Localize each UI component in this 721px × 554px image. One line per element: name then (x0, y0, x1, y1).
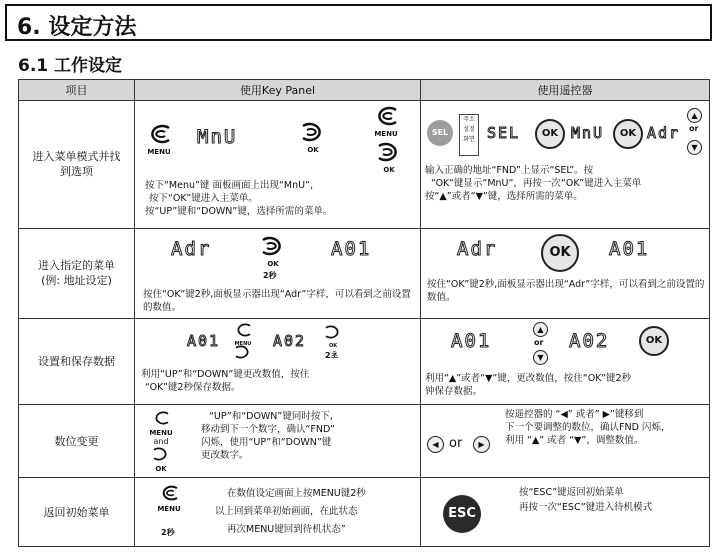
table-row (19, 228, 710, 318)
menu-key-icon (149, 410, 173, 473)
remote-text-line: 按遥控器的 “◀” 或者” ▶”键移到 (505, 409, 644, 421)
ok-key-label: OK (328, 343, 338, 350)
row-label (19, 319, 135, 405)
hold-hint: 2秒 (161, 528, 175, 538)
panel-cell (135, 319, 421, 405)
or-label: or (534, 338, 544, 348)
sel-button-icon: SEL (427, 120, 453, 146)
panel-display-a01: A01 (331, 237, 372, 260)
esc-button-icon: ESC (443, 495, 481, 533)
ok-key-label: OK (155, 465, 167, 474)
ok-key-icon-2 (375, 142, 403, 174)
remote-cell (421, 405, 710, 478)
menu-key-icon-2 (371, 106, 401, 138)
remote-text-line: 按“▲”或者“▼”键，选择所需的菜单。 (425, 191, 583, 203)
ok-key-label: OK (267, 259, 279, 268)
remote-instructions (519, 485, 707, 515)
or-label: or (449, 436, 463, 452)
menu-key-label: MENU (157, 505, 181, 514)
ok-button-icon: OK (639, 326, 669, 356)
card-text: 주소 (463, 116, 475, 124)
remote-text-line: 下一个要调整的数位，确认FND 闪烁， (505, 422, 671, 434)
section-title-box (5, 4, 712, 41)
ok-button-icon: OK (541, 234, 579, 272)
table-header-row (19, 80, 710, 101)
remote-cell (421, 478, 710, 547)
panel-text-line: 按下“OK”键进入主菜单。 (149, 193, 258, 205)
card-text: 설정 (463, 126, 475, 134)
panel-cell (135, 478, 421, 547)
subsection-title: 6.1 工作设定 (18, 56, 123, 76)
remote-display-a02: A02 (569, 330, 610, 353)
panel-text-line: “OK”键2秒保存数据。 (145, 382, 241, 394)
panel-text-line: 按“UP”键和“DOWN”键，选择所需的菜单。 (145, 206, 333, 218)
header-key-panel: 使用Key Panel (135, 80, 421, 101)
right-arrow-icon: ▶ (473, 436, 490, 453)
down-arrow-icon: ▼ (533, 350, 548, 365)
up-arrow-icon: ▲ (533, 322, 548, 337)
panel-instructions (145, 179, 415, 218)
header-remote: 使用遥控器 (421, 80, 710, 101)
hold-hint: 2秒 (263, 270, 277, 280)
remote-text-line: 利用“▲”或者“▼”键，更改数值，按住“OK”键2秒 (425, 373, 632, 385)
table-row (19, 478, 710, 547)
table-row (19, 100, 710, 228)
panel-text-line: 利用“UP”和“DOWN”键更改数值，按住 (141, 369, 310, 381)
menu-key-label: MENU (147, 148, 171, 157)
menu-key-label: MENU (234, 341, 252, 348)
panel-display-mnu: MnU (197, 126, 238, 149)
panel-cell (135, 228, 421, 318)
panel-text-line: 移动到下一个数字，确认“FND” (201, 424, 335, 436)
up-arrow-icon: ▲ (687, 108, 702, 123)
panel-display-a02: A02 (273, 332, 307, 351)
row-label (19, 478, 135, 547)
remote-text-line: 钟保存数据。 (425, 386, 483, 398)
panel-text-line: 更改数字。 (201, 450, 249, 462)
remote-display-adr: Adr (457, 237, 498, 260)
remote-text-line: 输入正确的地址“FND”上显示“SEL”。按 (425, 165, 594, 177)
card-text: 화면 (463, 136, 475, 144)
ok-button-icon: OK (535, 119, 565, 149)
remote-text-line: 再按一次“ESC”键进入待机模式 (519, 502, 653, 514)
ok-key-icon-2 (323, 324, 343, 349)
menu-key-icon (157, 485, 181, 513)
remote-display-adr: Adr (647, 124, 681, 143)
ok-key-label-2: OK (383, 166, 395, 175)
row-label-text: 进入指定的菜单 (例: 地址设定) (38, 259, 115, 288)
ok-button-icon-2: OK (613, 119, 643, 149)
left-arrow-icon: ◀ (427, 436, 444, 453)
row-label (19, 100, 135, 228)
remote-instructions (425, 372, 705, 398)
row-label-text: 数位变更 (54, 434, 99, 448)
and-label: and (153, 437, 169, 447)
panel-instructions (215, 485, 415, 539)
table-row (19, 319, 710, 405)
remote-cell (421, 319, 710, 405)
panel-text-line: 再次MENU键回到待机状态” (227, 524, 346, 536)
or-label: or (689, 124, 699, 134)
section-title: 6. 设定方法 (17, 15, 137, 40)
ok-key-label: OK (307, 146, 319, 155)
remote-display-a01: A01 (451, 330, 492, 353)
remote-cell (421, 228, 710, 318)
panel-display-adr: Adr (171, 237, 212, 260)
menu-key-label: MENU (149, 429, 173, 438)
panel-instructions (201, 410, 401, 462)
remote-cell (421, 100, 710, 228)
panel-instructions: 按住“OK”键2秒,面板显示器出现“Adr”字样，可以看到之前设置的数值。 (143, 288, 411, 313)
panel-instructions (141, 368, 415, 394)
remote-text-line: 利用 “▲” 或者 “▼”，调整数值。 (505, 435, 644, 447)
menu-key-label-2: MENU (374, 130, 398, 139)
panel-cell (135, 100, 421, 228)
remote-instructions (505, 408, 705, 447)
hold-hint: 2초 (325, 351, 339, 361)
row-label (19, 405, 135, 478)
panel-text-line: 以上回到菜单初始画面，在此状态 (215, 506, 358, 518)
table-row (19, 405, 710, 478)
remote-text-line: 按“ESC”键返回初始菜单 (519, 487, 624, 499)
remote-display-a01: A01 (609, 237, 650, 260)
remote-display-sel: SEL (487, 124, 521, 143)
row-label-text: 返回初始菜单 (43, 505, 110, 519)
ok-key-icon (299, 122, 327, 154)
ok-key-icon (259, 236, 287, 268)
panel-text-line: 在数值设定画面上按MENU键2秒 (227, 488, 366, 500)
down-arrow-icon: ▼ (687, 140, 702, 155)
menu-key-icon (145, 124, 173, 156)
panel-text-line: “UP”和“DOWN”键同时按下, (209, 411, 333, 423)
panel-display-a01: A01 (187, 332, 221, 351)
remote-instructions: 按住“OK”键2秒,面板显示器出现“Adr”字样，可以看到之前设置的数值。 (427, 278, 705, 303)
address-card-icon (459, 114, 479, 156)
row-label-text: 设置和保存数据 (38, 355, 115, 369)
header-item: 项目 (19, 80, 135, 101)
row-label (19, 228, 135, 318)
panel-cell (135, 405, 421, 478)
panel-text-line: 按下“Menu”键 面板画面上出现“MnU”， (145, 180, 320, 192)
ok-key-icon (233, 344, 253, 363)
panel-text-line: 闪烁，使用“UP”和“DOWN”键 (201, 437, 332, 449)
remote-display-mnu: MnU (571, 124, 605, 143)
remote-text-line: “OK“键显示”MnU”，再按一次“OK”键进入主菜单 (431, 178, 642, 190)
settings-table (18, 79, 710, 547)
remote-instructions (425, 164, 705, 203)
row-label-text: 进入菜单模式并找到选项 (32, 150, 121, 179)
